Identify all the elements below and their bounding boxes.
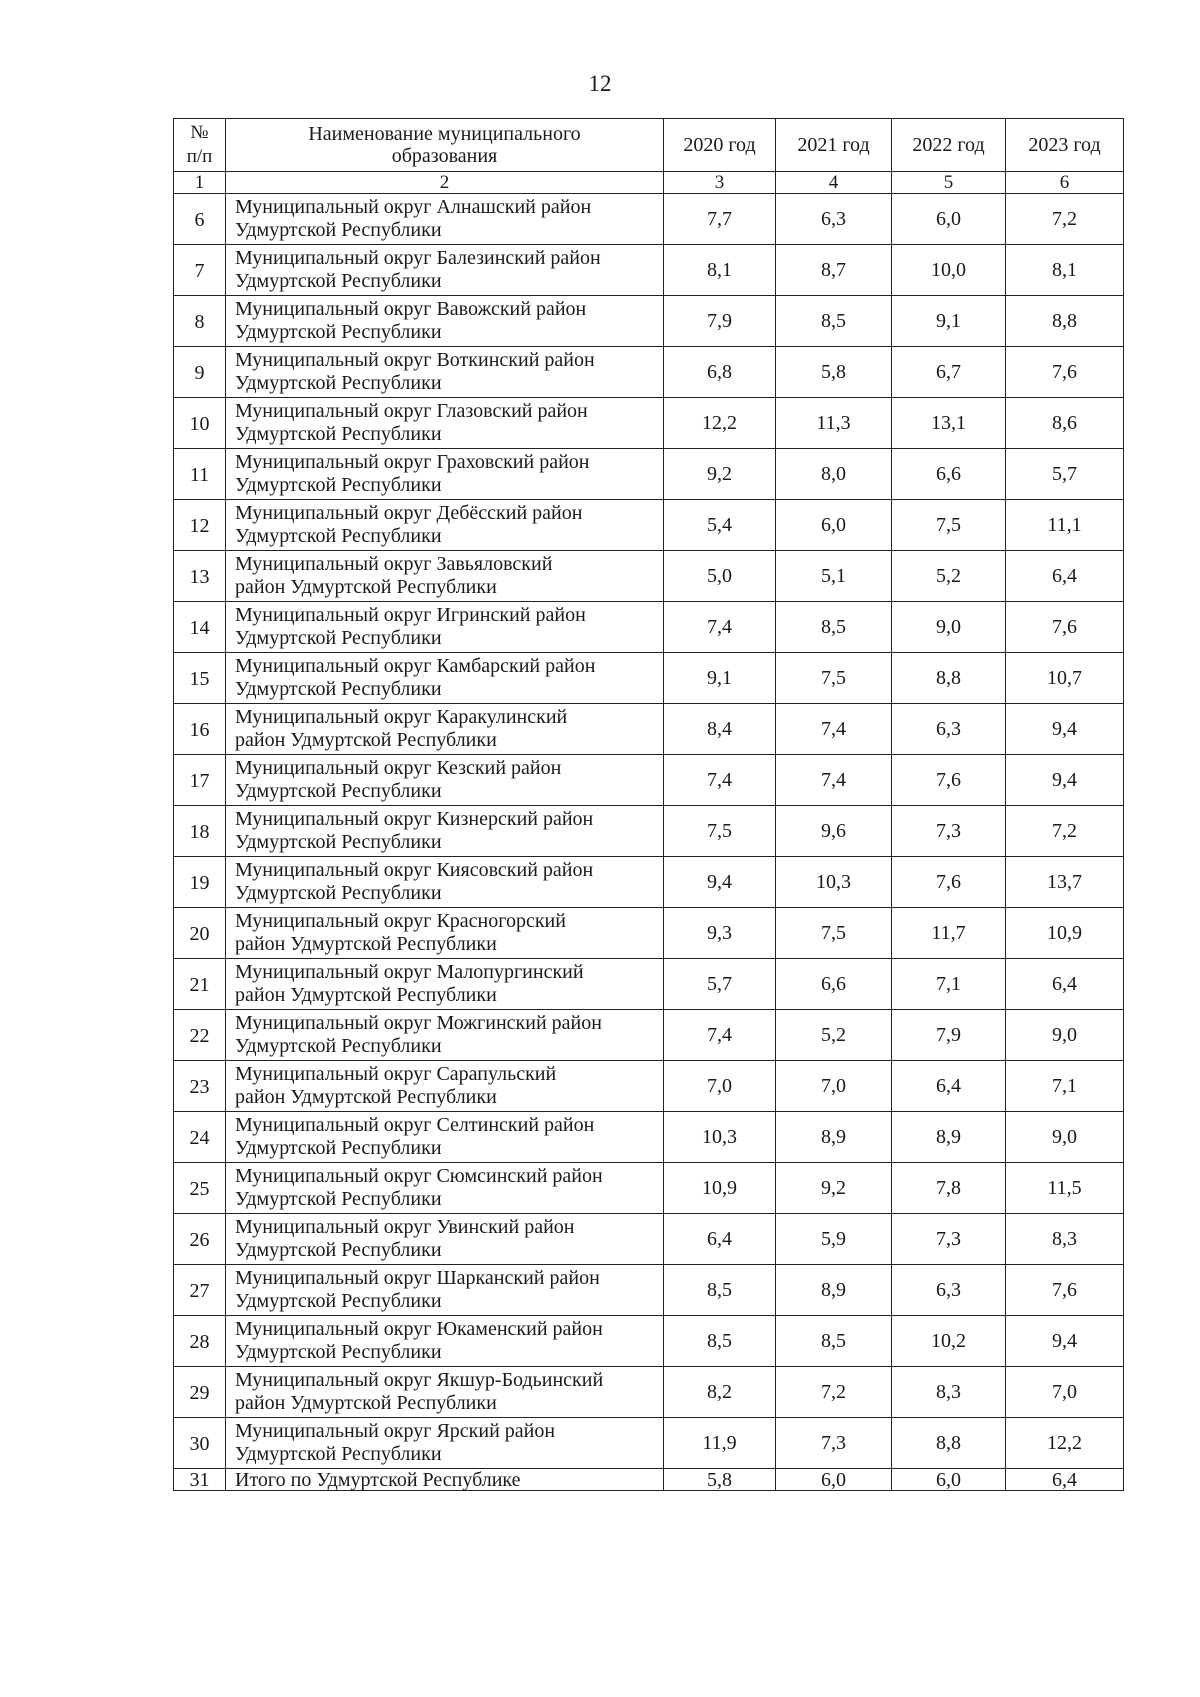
- value-2021: 7,0: [776, 1061, 892, 1112]
- value-2021: 7,3: [776, 1418, 892, 1469]
- value-2021: 6,6: [776, 959, 892, 1010]
- value-2020: 10,9: [664, 1163, 776, 1214]
- row-number: 15: [174, 653, 226, 704]
- row-name: Муниципальный округ Алнашский район Удмуртской Республики: [226, 194, 664, 245]
- row-name: Муниципальный округ Игринский район Удмуртской Республики: [226, 602, 664, 653]
- value-2020: 9,4: [664, 857, 776, 908]
- value-2023: 7,1: [1006, 1061, 1124, 1112]
- value-2023: 8,8: [1006, 296, 1124, 347]
- page-number: 12: [588, 71, 612, 96]
- value-2021: 5,2: [776, 1010, 892, 1061]
- value-2020: 7,9: [664, 296, 776, 347]
- value-2022: 8,8: [892, 1418, 1006, 1469]
- row-name: Муниципальный округ Воткинский район Удмуртской Республики: [226, 347, 664, 398]
- value-2023: 8,3: [1006, 1214, 1124, 1265]
- row-number: 9: [174, 347, 226, 398]
- value-2020: 7,4: [664, 1010, 776, 1061]
- column-index: 6: [1006, 172, 1124, 194]
- row-name: Итого по Удмуртской Республике: [226, 1469, 664, 1491]
- table-row: [174, 1112, 1124, 1163]
- value-2022: 7,3: [892, 806, 1006, 857]
- row-number: 21: [174, 959, 226, 1010]
- value-2020: 7,0: [664, 1061, 776, 1112]
- value-2020: 8,2: [664, 1367, 776, 1418]
- value-2022: 6,7: [892, 347, 1006, 398]
- value-2023: 10,7: [1006, 653, 1124, 704]
- row-number: 13: [174, 551, 226, 602]
- value-2022: 8,8: [892, 653, 1006, 704]
- table-row: [174, 245, 1124, 296]
- value-2021: 8,5: [776, 296, 892, 347]
- value-2022: 6,6: [892, 449, 1006, 500]
- header-name: Наименование муниципального образования: [226, 119, 664, 172]
- value-2023: 7,6: [1006, 602, 1124, 653]
- value-2023: 11,1: [1006, 500, 1124, 551]
- value-2023: 9,0: [1006, 1010, 1124, 1061]
- value-2020: 7,4: [664, 602, 776, 653]
- row-name: Муниципальный округ Кезский район Удмуртской Республики: [226, 755, 664, 806]
- value-2022: 7,6: [892, 755, 1006, 806]
- row-name: Муниципальный округ Сарапульский район Удмуртской Республики: [226, 1061, 664, 1112]
- value-2021: 8,7: [776, 245, 892, 296]
- value-2020: 7,7: [664, 194, 776, 245]
- table-row: [174, 500, 1124, 551]
- value-2022: 6,3: [892, 1265, 1006, 1316]
- value-2022: 7,5: [892, 500, 1006, 551]
- value-2023: 8,1: [1006, 245, 1124, 296]
- value-2021: 5,1: [776, 551, 892, 602]
- value-2020: 6,8: [664, 347, 776, 398]
- value-2020: 9,2: [664, 449, 776, 500]
- value-2022: 6,3: [892, 704, 1006, 755]
- value-2022: 5,2: [892, 551, 1006, 602]
- value-2020: 8,1: [664, 245, 776, 296]
- table-row: [174, 704, 1124, 755]
- value-2022: 6,0: [892, 1469, 1006, 1491]
- header-year-2020: 2020 год: [664, 119, 776, 172]
- row-name: Муниципальный округ Малопургинский район Удмуртской Республики: [226, 959, 664, 1010]
- row-number: 14: [174, 602, 226, 653]
- row-name: Муниципальный округ Камбарский район Удмуртской Республики: [226, 653, 664, 704]
- table-row: [174, 755, 1124, 806]
- value-2020: 9,3: [664, 908, 776, 959]
- value-2021: 7,2: [776, 1367, 892, 1418]
- row-name: Муниципальный округ Вавожский район Удмуртской Республики: [226, 296, 664, 347]
- value-2021: 11,3: [776, 398, 892, 449]
- row-number: 23: [174, 1061, 226, 1112]
- table-row: [174, 908, 1124, 959]
- value-2020: 5,4: [664, 500, 776, 551]
- row-name: Муниципальный округ Кизнерский район Удмуртской Республики: [226, 806, 664, 857]
- header-year-2023: 2023 год: [1006, 119, 1124, 172]
- value-2021: 5,8: [776, 347, 892, 398]
- value-2021: 8,5: [776, 602, 892, 653]
- value-2021: 7,4: [776, 755, 892, 806]
- value-2022: 10,2: [892, 1316, 1006, 1367]
- value-2022: 8,9: [892, 1112, 1006, 1163]
- column-index-row: [174, 172, 1124, 194]
- table-row: [174, 653, 1124, 704]
- value-2021: 9,2: [776, 1163, 892, 1214]
- row-name: Муниципальный округ Балезинский район Удмуртской Республики: [226, 245, 664, 296]
- value-2022: 8,3: [892, 1367, 1006, 1418]
- row-name: Муниципальный округ Сюмсинский район Удмуртской Республики: [226, 1163, 664, 1214]
- value-2022: 13,1: [892, 398, 1006, 449]
- row-name: Муниципальный округ Красногорский район Удмуртской Республики: [226, 908, 664, 959]
- value-2020: 8,4: [664, 704, 776, 755]
- table-row: [174, 1265, 1124, 1316]
- row-name: Муниципальный округ Юкаменский район Удмуртской Республики: [226, 1316, 664, 1367]
- row-number: 6: [174, 194, 226, 245]
- value-2023: 7,2: [1006, 806, 1124, 857]
- column-index: 2: [226, 172, 664, 194]
- value-2020: 10,3: [664, 1112, 776, 1163]
- value-2021: 10,3: [776, 857, 892, 908]
- value-2020: 8,5: [664, 1265, 776, 1316]
- table-row: [174, 602, 1124, 653]
- table-row: [174, 398, 1124, 449]
- value-2021: 7,4: [776, 704, 892, 755]
- value-2023: 9,0: [1006, 1112, 1124, 1163]
- header-num: № п/п: [174, 119, 226, 172]
- column-index: 3: [664, 172, 776, 194]
- value-2020: 7,4: [664, 755, 776, 806]
- value-2022: 7,3: [892, 1214, 1006, 1265]
- row-number: 24: [174, 1112, 226, 1163]
- value-2021: 9,6: [776, 806, 892, 857]
- value-2023: 9,4: [1006, 755, 1124, 806]
- value-2022: 10,0: [892, 245, 1006, 296]
- value-2023: 7,6: [1006, 347, 1124, 398]
- row-name: Муниципальный округ Можгинский район Удмуртской Республики: [226, 1010, 664, 1061]
- value-2021: 8,0: [776, 449, 892, 500]
- value-2023: 9,4: [1006, 704, 1124, 755]
- value-2023: 7,0: [1006, 1367, 1124, 1418]
- table-header-row: [174, 119, 1124, 172]
- value-2022: 6,0: [892, 194, 1006, 245]
- table-row: [174, 1367, 1124, 1418]
- row-name: Муниципальный округ Граховский район Удмуртской Республики: [226, 449, 664, 500]
- row-number: 12: [174, 500, 226, 551]
- value-2020: 7,5: [664, 806, 776, 857]
- value-2023: 10,9: [1006, 908, 1124, 959]
- row-name: Муниципальный округ Каракулинский район Удмуртской Республики: [226, 704, 664, 755]
- value-2022: 6,4: [892, 1061, 1006, 1112]
- row-name: Муниципальный округ Шарканский район Удмуртской Республики: [226, 1265, 664, 1316]
- value-2022: 7,8: [892, 1163, 1006, 1214]
- row-name: Муниципальный округ Глазовский район Удмуртской Республики: [226, 398, 664, 449]
- value-2021: 6,0: [776, 1469, 892, 1491]
- column-index: 5: [892, 172, 1006, 194]
- row-number: 8: [174, 296, 226, 347]
- value-2021: 8,5: [776, 1316, 892, 1367]
- value-2022: 7,9: [892, 1010, 1006, 1061]
- value-2021: 7,5: [776, 653, 892, 704]
- value-2022: 7,1: [892, 959, 1006, 1010]
- table-row: [174, 857, 1124, 908]
- value-2020: 5,8: [664, 1469, 776, 1491]
- table-row: [174, 959, 1124, 1010]
- total-row: [174, 1469, 1124, 1491]
- table-row: [174, 551, 1124, 602]
- value-2021: 7,5: [776, 908, 892, 959]
- value-2021: 6,3: [776, 194, 892, 245]
- row-number: 20: [174, 908, 226, 959]
- value-2020: 5,0: [664, 551, 776, 602]
- table-row: [174, 296, 1124, 347]
- table-row: [174, 1061, 1124, 1112]
- row-name: Муниципальный округ Киясовский район Удмуртской Республики: [226, 857, 664, 908]
- value-2020: 11,9: [664, 1418, 776, 1469]
- table-row: [174, 1316, 1124, 1367]
- row-number: 19: [174, 857, 226, 908]
- value-2023: 11,5: [1006, 1163, 1124, 1214]
- column-index: 1: [174, 172, 226, 194]
- row-number: 10: [174, 398, 226, 449]
- table-row: [174, 1010, 1124, 1061]
- row-number: 28: [174, 1316, 226, 1367]
- value-2020: 9,1: [664, 653, 776, 704]
- value-2023: 6,4: [1006, 551, 1124, 602]
- table-row: [174, 347, 1124, 398]
- row-name: Муниципальный округ Ярский район Удмуртской Республики: [226, 1418, 664, 1469]
- value-2021: 5,9: [776, 1214, 892, 1265]
- row-name: Муниципальный округ Завьяловский район Удмуртской Республики: [226, 551, 664, 602]
- row-number: 27: [174, 1265, 226, 1316]
- value-2022: 11,7: [892, 908, 1006, 959]
- row-number: 7: [174, 245, 226, 296]
- row-number: 11: [174, 449, 226, 500]
- value-2023: 9,4: [1006, 1316, 1124, 1367]
- value-2023: 5,7: [1006, 449, 1124, 500]
- row-number: 22: [174, 1010, 226, 1061]
- value-2020: 8,5: [664, 1316, 776, 1367]
- header-year-2022: 2022 год: [892, 119, 1006, 172]
- row-number: 25: [174, 1163, 226, 1214]
- value-2023: 12,2: [1006, 1418, 1124, 1469]
- table-row: [174, 1214, 1124, 1265]
- value-2020: 5,7: [664, 959, 776, 1010]
- row-number: 26: [174, 1214, 226, 1265]
- row-name: Муниципальный округ Дебёсский район Удмуртской Республики: [226, 500, 664, 551]
- value-2020: 6,4: [664, 1214, 776, 1265]
- data-table: [173, 118, 1124, 1491]
- value-2023: 6,4: [1006, 1469, 1124, 1491]
- table-row: [174, 1418, 1124, 1469]
- value-2021: 8,9: [776, 1112, 892, 1163]
- row-number: 16: [174, 704, 226, 755]
- value-2023: 7,6: [1006, 1265, 1124, 1316]
- value-2021: 8,9: [776, 1265, 892, 1316]
- value-2022: 7,6: [892, 857, 1006, 908]
- value-2022: 9,1: [892, 296, 1006, 347]
- row-number: 31: [174, 1469, 226, 1491]
- value-2021: 6,0: [776, 500, 892, 551]
- table-body: [174, 194, 1124, 1469]
- row-number: 30: [174, 1418, 226, 1469]
- value-2023: 7,2: [1006, 194, 1124, 245]
- row-name: Муниципальный округ Увинский район Удмуртской Республики: [226, 1214, 664, 1265]
- value-2023: 6,4: [1006, 959, 1124, 1010]
- value-2023: 13,7: [1006, 857, 1124, 908]
- value-2023: 8,6: [1006, 398, 1124, 449]
- row-number: 29: [174, 1367, 226, 1418]
- row-number: 17: [174, 755, 226, 806]
- header-year-2021: 2021 год: [776, 119, 892, 172]
- row-name: Муниципальный округ Якшур-Бодьинский район Удмуртской Республики: [226, 1367, 664, 1418]
- table-row: [174, 194, 1124, 245]
- table-row: [174, 1163, 1124, 1214]
- column-index: 4: [776, 172, 892, 194]
- table-row: [174, 449, 1124, 500]
- value-2020: 12,2: [664, 398, 776, 449]
- table-row: [174, 806, 1124, 857]
- row-number: 18: [174, 806, 226, 857]
- row-name: Муниципальный округ Селтинский район Удмуртской Республики: [226, 1112, 664, 1163]
- value-2022: 9,0: [892, 602, 1006, 653]
